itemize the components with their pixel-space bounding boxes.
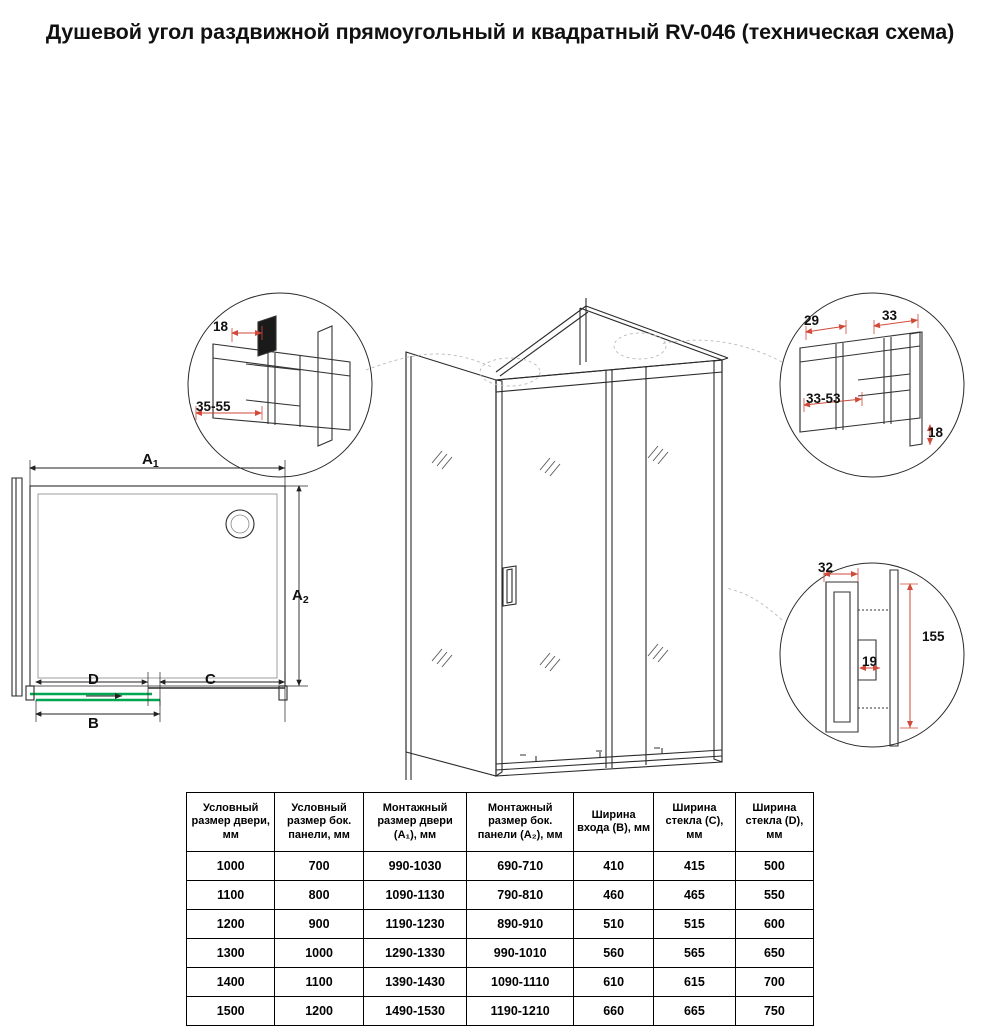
callout-tr-label-18: 18 [928,425,944,440]
callout-right-profile [726,563,964,747]
callout-right-label-32: 32 [818,560,834,575]
cell: 690-710 [467,852,574,881]
cell: 560 [574,939,654,968]
table-row [187,968,814,997]
table-row [187,997,814,1026]
table-header-row [187,793,814,852]
cell: 465 [654,881,736,910]
cell: 1490-1530 [363,997,466,1026]
cell: 650 [735,939,813,968]
callout-right-label-19: 19 [862,654,878,669]
callout-tr-label-3353: 33-53 [806,391,841,406]
plan-dim-a2: $A_2$ [292,587,309,606]
cell: 990-1030 [363,852,466,881]
callout-tl-label-18: 18 [213,319,229,334]
cell: 890-910 [467,910,574,939]
cell: 1400 [187,968,275,997]
cell: 660 [574,997,654,1026]
th-panel-size: Условный размер бок. панели, мм [275,793,363,852]
cell: 1200 [187,910,275,939]
spec-table-wrap [186,792,814,1026]
plan-dim-b: B [88,715,99,732]
plan-dim-c: C [205,671,216,688]
cell: 1300 [187,939,275,968]
cell: 750 [735,997,813,1026]
cell: 1500 [187,997,275,1026]
cell: 990-1010 [467,939,574,968]
technical-drawing [0,100,1000,780]
cell: 1200 [275,997,363,1026]
cell: 1100 [187,881,275,910]
th-door-mount: Монтажный размер двери (A₁), мм [363,793,466,852]
plan-dim-a1: $A_1$ [142,451,159,470]
table-row [187,910,814,939]
table-row [187,881,814,910]
cell: 800 [275,881,363,910]
cell: 415 [654,852,736,881]
cell: 510 [574,910,654,939]
cell: 1090-1110 [467,968,574,997]
callout-tr-label-29: 29 [804,313,820,328]
cell: 1090-1130 [363,881,466,910]
cell: 500 [735,852,813,881]
cell: 1190-1230 [363,910,466,939]
callout-top-left [188,293,540,477]
plan-dim-d: D [88,671,99,688]
cell: 1000 [275,939,363,968]
th-panel-mount: Монтажный размер бок. панели (A₂), мм [467,793,574,852]
main-3d-view [406,298,728,780]
cell: 550 [735,881,813,910]
cell: 515 [654,910,736,939]
cell: 1190-1210 [467,997,574,1026]
callout-right-label-155: 155 [922,629,945,644]
cell: 700 [735,968,813,997]
callout-top-right [614,293,964,477]
cell: 900 [275,910,363,939]
th-entry-width: Ширина входа (B), мм [574,793,654,852]
cell: 565 [654,939,736,968]
page-title: Душевой угол раздвижной прямоугольный и квадратный RV-046 (техническая схема) [45,20,955,44]
cell: 665 [654,997,736,1026]
plan-view [12,460,308,722]
cell: 615 [654,968,736,997]
th-glass-c: Ширина стекла (C), мм [654,793,736,852]
th-glass-d: Ширина стекла (D), мм [735,793,813,852]
table-row [187,852,814,881]
cell: 410 [574,852,654,881]
cell: 1290-1330 [363,939,466,968]
cell: 790-810 [467,881,574,910]
cell: 610 [574,968,654,997]
th-door-size: Условный размер двери, мм [187,793,275,852]
cell: 1000 [187,852,275,881]
cell: 460 [574,881,654,910]
cell: 700 [275,852,363,881]
callout-tl-label-3555: 35-55 [196,399,231,414]
callout-tr-label-33: 33 [882,308,898,323]
cell: 600 [735,910,813,939]
spec-table [186,792,814,1026]
table-row [187,939,814,968]
cell: 1100 [275,968,363,997]
cell: 1390-1430 [363,968,466,997]
